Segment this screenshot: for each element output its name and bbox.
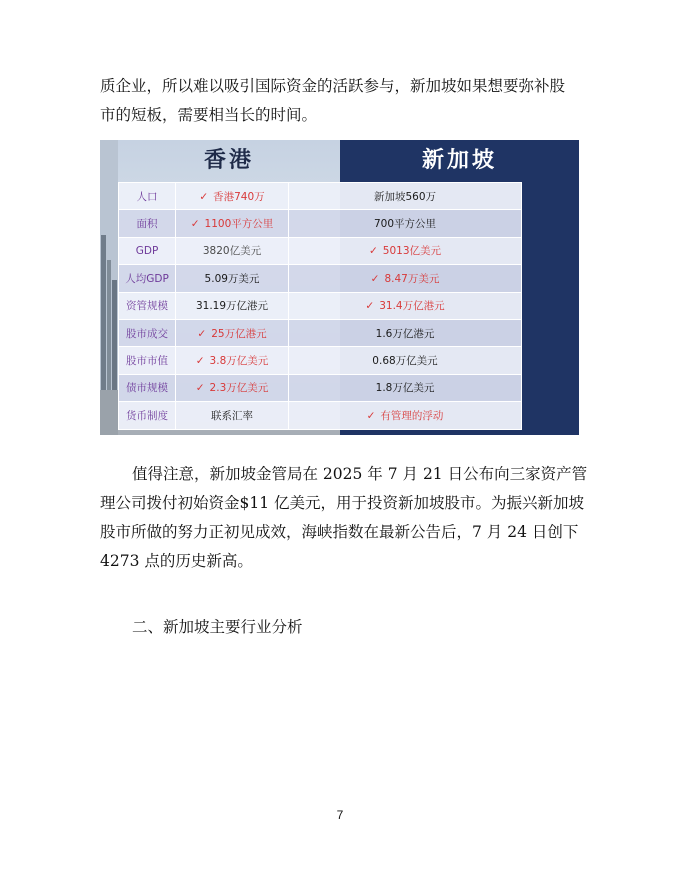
hong-kong-value	[176, 374, 289, 401]
check-icon: ✓	[195, 382, 205, 395]
check-icon: ✓	[197, 327, 207, 340]
hong-kong-value	[176, 292, 289, 319]
row-label: 人口	[119, 183, 176, 210]
hong-kong-value	[176, 210, 289, 237]
text-line: 值得注意，新加坡金管局在 2025 年 7 月 21 日公布向三家资产管	[132, 465, 588, 483]
comparison-row	[119, 347, 522, 374]
row-label: GDP	[119, 237, 176, 264]
paragraph-mas-announcement	[100, 460, 588, 576]
value-text: 有管理的浮动	[380, 409, 444, 422]
singapore-value	[289, 210, 522, 237]
check-icon: ✓	[366, 409, 376, 422]
singapore-value	[289, 237, 522, 264]
singapore-value	[289, 292, 522, 319]
row-label: 货币制度	[119, 402, 176, 429]
value-text: 0.68万亿美元	[372, 355, 438, 368]
section-heading: 二、新加坡主要行业分析	[132, 618, 303, 636]
singapore-title: 新加坡	[421, 148, 497, 173]
value-text: 31.4万亿港元	[379, 300, 445, 313]
row-label: 股市市值	[119, 347, 176, 374]
paragraph-continuation	[100, 72, 580, 130]
singapore-value	[289, 402, 522, 429]
hong-kong-value	[176, 265, 289, 292]
comparison-figure	[100, 140, 579, 435]
check-icon: ✓	[370, 272, 380, 285]
value-text: 2.3万亿美元	[209, 382, 269, 395]
page-number: 7	[336, 808, 344, 822]
value-text: 1.6万亿港元	[375, 327, 435, 340]
comparison-row	[119, 210, 522, 237]
text-line: 市的短板，需要相当长的时间。	[100, 106, 318, 124]
hong-kong-value	[176, 319, 289, 346]
comparison-table	[118, 182, 522, 430]
row-label: 资管规模	[119, 292, 176, 319]
city-skyline-graphic	[100, 140, 118, 435]
text-line: 质企业，所以难以吸引国际资金的活跃参与，新加坡如果想要弥补股	[100, 77, 566, 95]
value-text: 5.09万美元	[204, 272, 260, 285]
text-line: 理公司拨付初始资金$11 亿美元，用于投资新加坡股市。为振兴新加坡	[100, 494, 585, 512]
value-text: 1100平方公里	[204, 218, 274, 231]
value-text: 1.8万亿美元	[375, 382, 435, 395]
row-label: 债市规模	[119, 374, 176, 401]
check-icon: ✓	[190, 218, 200, 231]
value-text: 3.8万亿美元	[209, 355, 269, 368]
value-text: 5013亿美元	[382, 245, 442, 258]
singapore-value	[289, 265, 522, 292]
value-text: 700平方公里	[373, 218, 437, 231]
hong-kong-value	[176, 237, 289, 264]
row-label: 人均GDP	[119, 265, 176, 292]
value-text: 联系汇率	[211, 409, 253, 422]
singapore-value	[289, 374, 522, 401]
hong-kong-value	[176, 183, 289, 210]
check-icon: ✓	[195, 355, 205, 368]
comparison-row	[119, 183, 522, 210]
value-text: 31.19万亿港元	[195, 300, 269, 313]
comparison-row	[119, 237, 522, 264]
row-label: 股市成交	[119, 319, 176, 346]
text-line: 4273 点的历史新高。	[100, 552, 253, 570]
value-text: 8.47万美元	[384, 272, 440, 285]
hong-kong-title: 香港	[203, 148, 254, 173]
value-text: 香港740万	[213, 190, 265, 203]
value-text: 新加坡560万	[373, 190, 437, 203]
hong-kong-value	[176, 347, 289, 374]
check-icon: ✓	[365, 300, 375, 313]
row-label: 面积	[119, 210, 176, 237]
comparison-row	[119, 265, 522, 292]
check-icon: ✓	[199, 190, 209, 203]
value-text: 25万亿港元	[211, 327, 267, 340]
comparison-row	[119, 402, 522, 429]
comparison-row	[119, 319, 522, 346]
check-icon: ✓	[368, 245, 378, 258]
singapore-value	[289, 319, 522, 346]
comparison-row	[119, 374, 522, 401]
value-text: 3820亿美元	[202, 245, 262, 258]
singapore-value	[289, 183, 522, 210]
text-line: 股市所做的努力正初见成效，海峡指数在最新公告后，7 月 24 日创下	[100, 523, 579, 541]
hong-kong-value	[176, 402, 289, 429]
singapore-value	[289, 347, 522, 374]
comparison-row	[119, 292, 522, 319]
